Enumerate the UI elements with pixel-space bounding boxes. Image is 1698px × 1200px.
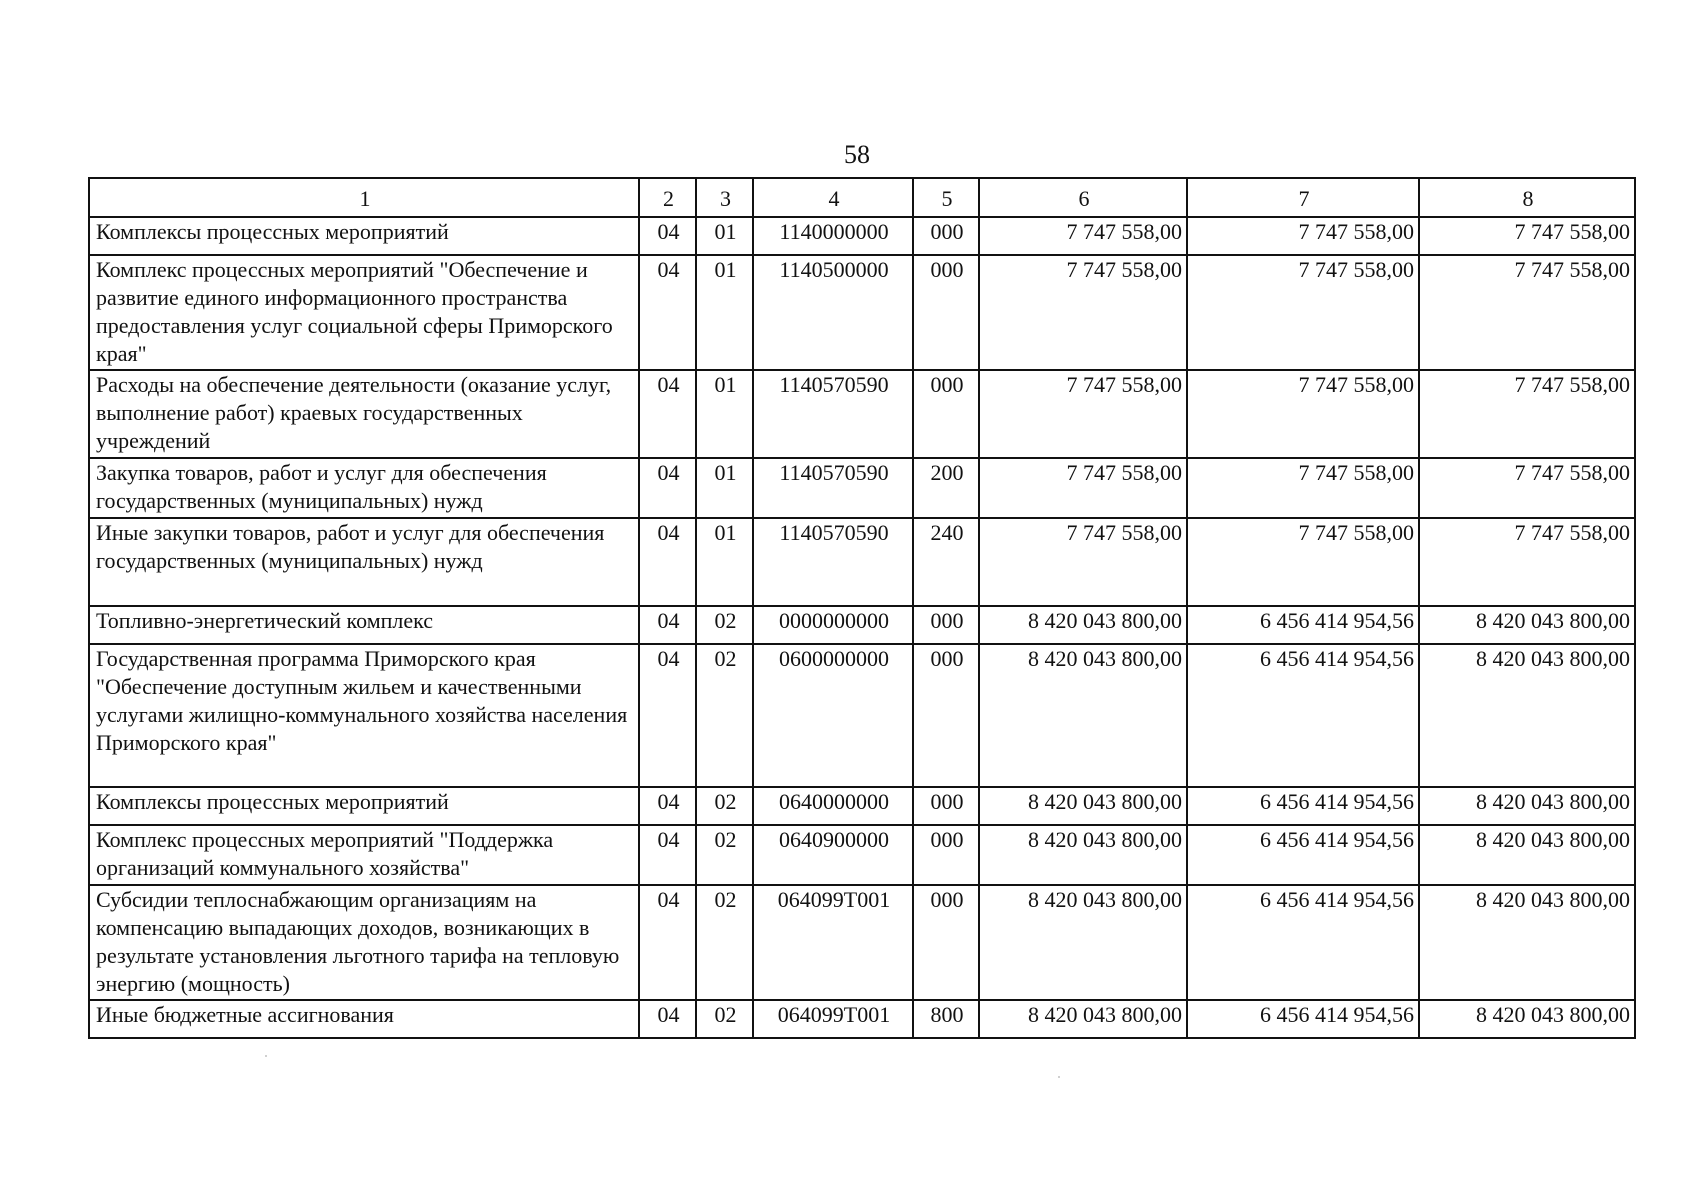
row-target-cell: 0000000000 bbox=[753, 606, 913, 644]
header-cell: 5 bbox=[913, 178, 979, 217]
row-name-cell: Закупка товаров, работ и услуг для обеспечения государственных (муниципальных) нужд bbox=[89, 458, 639, 518]
row-name-cell: Субсидии теплоснабжающим организациям на компенсацию выпадающих доходов, возникающих в результате установления льготного тарифа на тепловую энергию (мощность) bbox=[89, 885, 639, 1000]
row-sum-8-cell: 8 420 043 800,00 bbox=[1419, 885, 1635, 1000]
table-row bbox=[89, 255, 1635, 370]
row-subsection-cell: 01 bbox=[696, 255, 753, 370]
row-sum-7-cell: 6 456 414 954,56 bbox=[1187, 787, 1419, 825]
row-type-cell: 200 bbox=[913, 458, 979, 518]
row-section-cell: 04 bbox=[639, 825, 696, 885]
row-sum-8-cell: 8 420 043 800,00 bbox=[1419, 644, 1635, 787]
row-sum-7-cell: 6 456 414 954,56 bbox=[1187, 1000, 1419, 1038]
table-row bbox=[89, 885, 1635, 1000]
row-type-cell: 240 bbox=[913, 518, 979, 606]
budget-table bbox=[88, 177, 1636, 1039]
row-target-cell: 1140000000 bbox=[753, 217, 913, 255]
row-sum-8-cell: 8 420 043 800,00 bbox=[1419, 606, 1635, 644]
row-type-cell: 800 bbox=[913, 1000, 979, 1038]
row-name-cell: Комплексы процессных мероприятий bbox=[89, 787, 639, 825]
row-type-cell: 000 bbox=[913, 825, 979, 885]
row-sum-8-cell: 8 420 043 800,00 bbox=[1419, 787, 1635, 825]
row-sum-6-cell: 8 420 043 800,00 bbox=[979, 825, 1187, 885]
row-section-cell: 04 bbox=[639, 255, 696, 370]
row-sum-8-cell: 8 420 043 800,00 bbox=[1419, 825, 1635, 885]
row-type-cell: 000 bbox=[913, 787, 979, 825]
header-cell: 6 bbox=[979, 178, 1187, 217]
row-name-cell: Топливно-энергетический комплекс bbox=[89, 606, 639, 644]
header-cell: 3 bbox=[696, 178, 753, 217]
row-target-cell: 0640900000 bbox=[753, 825, 913, 885]
row-subsection-cell: 01 bbox=[696, 458, 753, 518]
row-section-cell: 04 bbox=[639, 885, 696, 1000]
row-section-cell: 04 bbox=[639, 458, 696, 518]
row-target-cell: 1140570590 bbox=[753, 458, 913, 518]
row-sum-8-cell: 7 747 558,00 bbox=[1419, 518, 1635, 606]
row-name-cell: Комплекс процессных мероприятий "Поддержка организаций коммунального хозяйства" bbox=[89, 825, 639, 885]
row-name-cell: Государственная программа Приморского края "Обеспечение доступным жильем и качественными услугами жилищно-коммунального хозяйства населения Приморского края" bbox=[89, 644, 639, 787]
row-target-cell: 0640000000 bbox=[753, 787, 913, 825]
row-section-cell: 04 bbox=[639, 644, 696, 787]
row-subsection-cell: 01 bbox=[696, 217, 753, 255]
row-sum-6-cell: 7 747 558,00 bbox=[979, 370, 1187, 458]
row-section-cell: 04 bbox=[639, 606, 696, 644]
row-sum-6-cell: 8 420 043 800,00 bbox=[979, 1000, 1187, 1038]
row-subsection-cell: 01 bbox=[696, 518, 753, 606]
row-type-cell: 000 bbox=[913, 370, 979, 458]
table-row bbox=[89, 606, 1635, 644]
row-name-cell: Иные закупки товаров, работ и услуг для обеспечения государственных (муниципальных) нужд bbox=[89, 518, 639, 606]
header-cell: 1 bbox=[89, 178, 639, 217]
row-sum-8-cell: 7 747 558,00 bbox=[1419, 458, 1635, 518]
row-sum-6-cell: 7 747 558,00 bbox=[979, 217, 1187, 255]
row-subsection-cell: 02 bbox=[696, 606, 753, 644]
row-name-cell: Иные бюджетные ассигнования bbox=[89, 1000, 639, 1038]
row-target-cell: 1140500000 bbox=[753, 255, 913, 370]
row-subsection-cell: 02 bbox=[696, 825, 753, 885]
row-name-cell: Расходы на обеспечение деятельности (оказание услуг, выполнение работ) краевых государственных учреждений bbox=[89, 370, 639, 458]
row-sum-6-cell: 8 420 043 800,00 bbox=[979, 606, 1187, 644]
row-target-cell: 0600000000 bbox=[753, 644, 913, 787]
row-sum-6-cell: 8 420 043 800,00 bbox=[979, 787, 1187, 825]
table-header-row bbox=[89, 178, 1635, 217]
row-sum-8-cell: 7 747 558,00 bbox=[1419, 370, 1635, 458]
row-sum-7-cell: 6 456 414 954,56 bbox=[1187, 885, 1419, 1000]
row-type-cell: 000 bbox=[913, 885, 979, 1000]
table-row bbox=[89, 458, 1635, 518]
row-sum-6-cell: 7 747 558,00 bbox=[979, 518, 1187, 606]
row-sum-8-cell: 8 420 043 800,00 bbox=[1419, 1000, 1635, 1038]
row-type-cell: 000 bbox=[913, 606, 979, 644]
row-section-cell: 04 bbox=[639, 518, 696, 606]
table-row bbox=[89, 1000, 1635, 1038]
row-subsection-cell: 02 bbox=[696, 1000, 753, 1038]
row-sum-6-cell: 8 420 043 800,00 bbox=[979, 885, 1187, 1000]
row-section-cell: 04 bbox=[639, 1000, 696, 1038]
page-number-text: 58 bbox=[844, 140, 870, 169]
row-section-cell: 04 bbox=[639, 787, 696, 825]
row-section-cell: 04 bbox=[639, 370, 696, 458]
scan-speck bbox=[1058, 1076, 1060, 1078]
page-number bbox=[0, 140, 1698, 170]
row-sum-7-cell: 6 456 414 954,56 bbox=[1187, 825, 1419, 885]
row-sum-6-cell: 7 747 558,00 bbox=[979, 458, 1187, 518]
row-type-cell: 000 bbox=[913, 255, 979, 370]
row-subsection-cell: 02 bbox=[696, 885, 753, 1000]
header-cell: 4 bbox=[753, 178, 913, 217]
row-sum-8-cell: 7 747 558,00 bbox=[1419, 255, 1635, 370]
row-section-cell: 04 bbox=[639, 217, 696, 255]
row-sum-7-cell: 7 747 558,00 bbox=[1187, 217, 1419, 255]
table-row bbox=[89, 644, 1635, 787]
row-sum-7-cell: 7 747 558,00 bbox=[1187, 518, 1419, 606]
row-type-cell: 000 bbox=[913, 217, 979, 255]
table-row bbox=[89, 518, 1635, 606]
row-sum-6-cell: 7 747 558,00 bbox=[979, 255, 1187, 370]
table-row bbox=[89, 217, 1635, 255]
row-subsection-cell: 02 bbox=[696, 644, 753, 787]
row-sum-7-cell: 7 747 558,00 bbox=[1187, 255, 1419, 370]
row-sum-7-cell: 7 747 558,00 bbox=[1187, 458, 1419, 518]
row-sum-8-cell: 7 747 558,00 bbox=[1419, 217, 1635, 255]
row-name-cell: Комплексы процессных мероприятий bbox=[89, 217, 639, 255]
table-row bbox=[89, 370, 1635, 458]
row-sum-7-cell: 6 456 414 954,56 bbox=[1187, 644, 1419, 787]
row-subsection-cell: 02 bbox=[696, 787, 753, 825]
header-cell: 7 bbox=[1187, 178, 1419, 217]
row-target-cell: 1140570590 bbox=[753, 370, 913, 458]
row-target-cell: 064099Т001 bbox=[753, 1000, 913, 1038]
scan-speck bbox=[265, 1055, 267, 1057]
header-cell: 8 bbox=[1419, 178, 1635, 217]
row-subsection-cell: 01 bbox=[696, 370, 753, 458]
header-cell: 2 bbox=[639, 178, 696, 217]
table-row bbox=[89, 825, 1635, 885]
row-sum-7-cell: 6 456 414 954,56 bbox=[1187, 606, 1419, 644]
row-name-cell: Комплекс процессных мероприятий "Обеспечение и развитие единого информационного пространства предоставления услуг социальной сферы Приморского края" bbox=[89, 255, 639, 370]
row-type-cell: 000 bbox=[913, 644, 979, 787]
row-sum-6-cell: 8 420 043 800,00 bbox=[979, 644, 1187, 787]
row-sum-7-cell: 7 747 558,00 bbox=[1187, 370, 1419, 458]
table-row bbox=[89, 787, 1635, 825]
row-target-cell: 064099Т001 bbox=[753, 885, 913, 1000]
row-target-cell: 1140570590 bbox=[753, 518, 913, 606]
